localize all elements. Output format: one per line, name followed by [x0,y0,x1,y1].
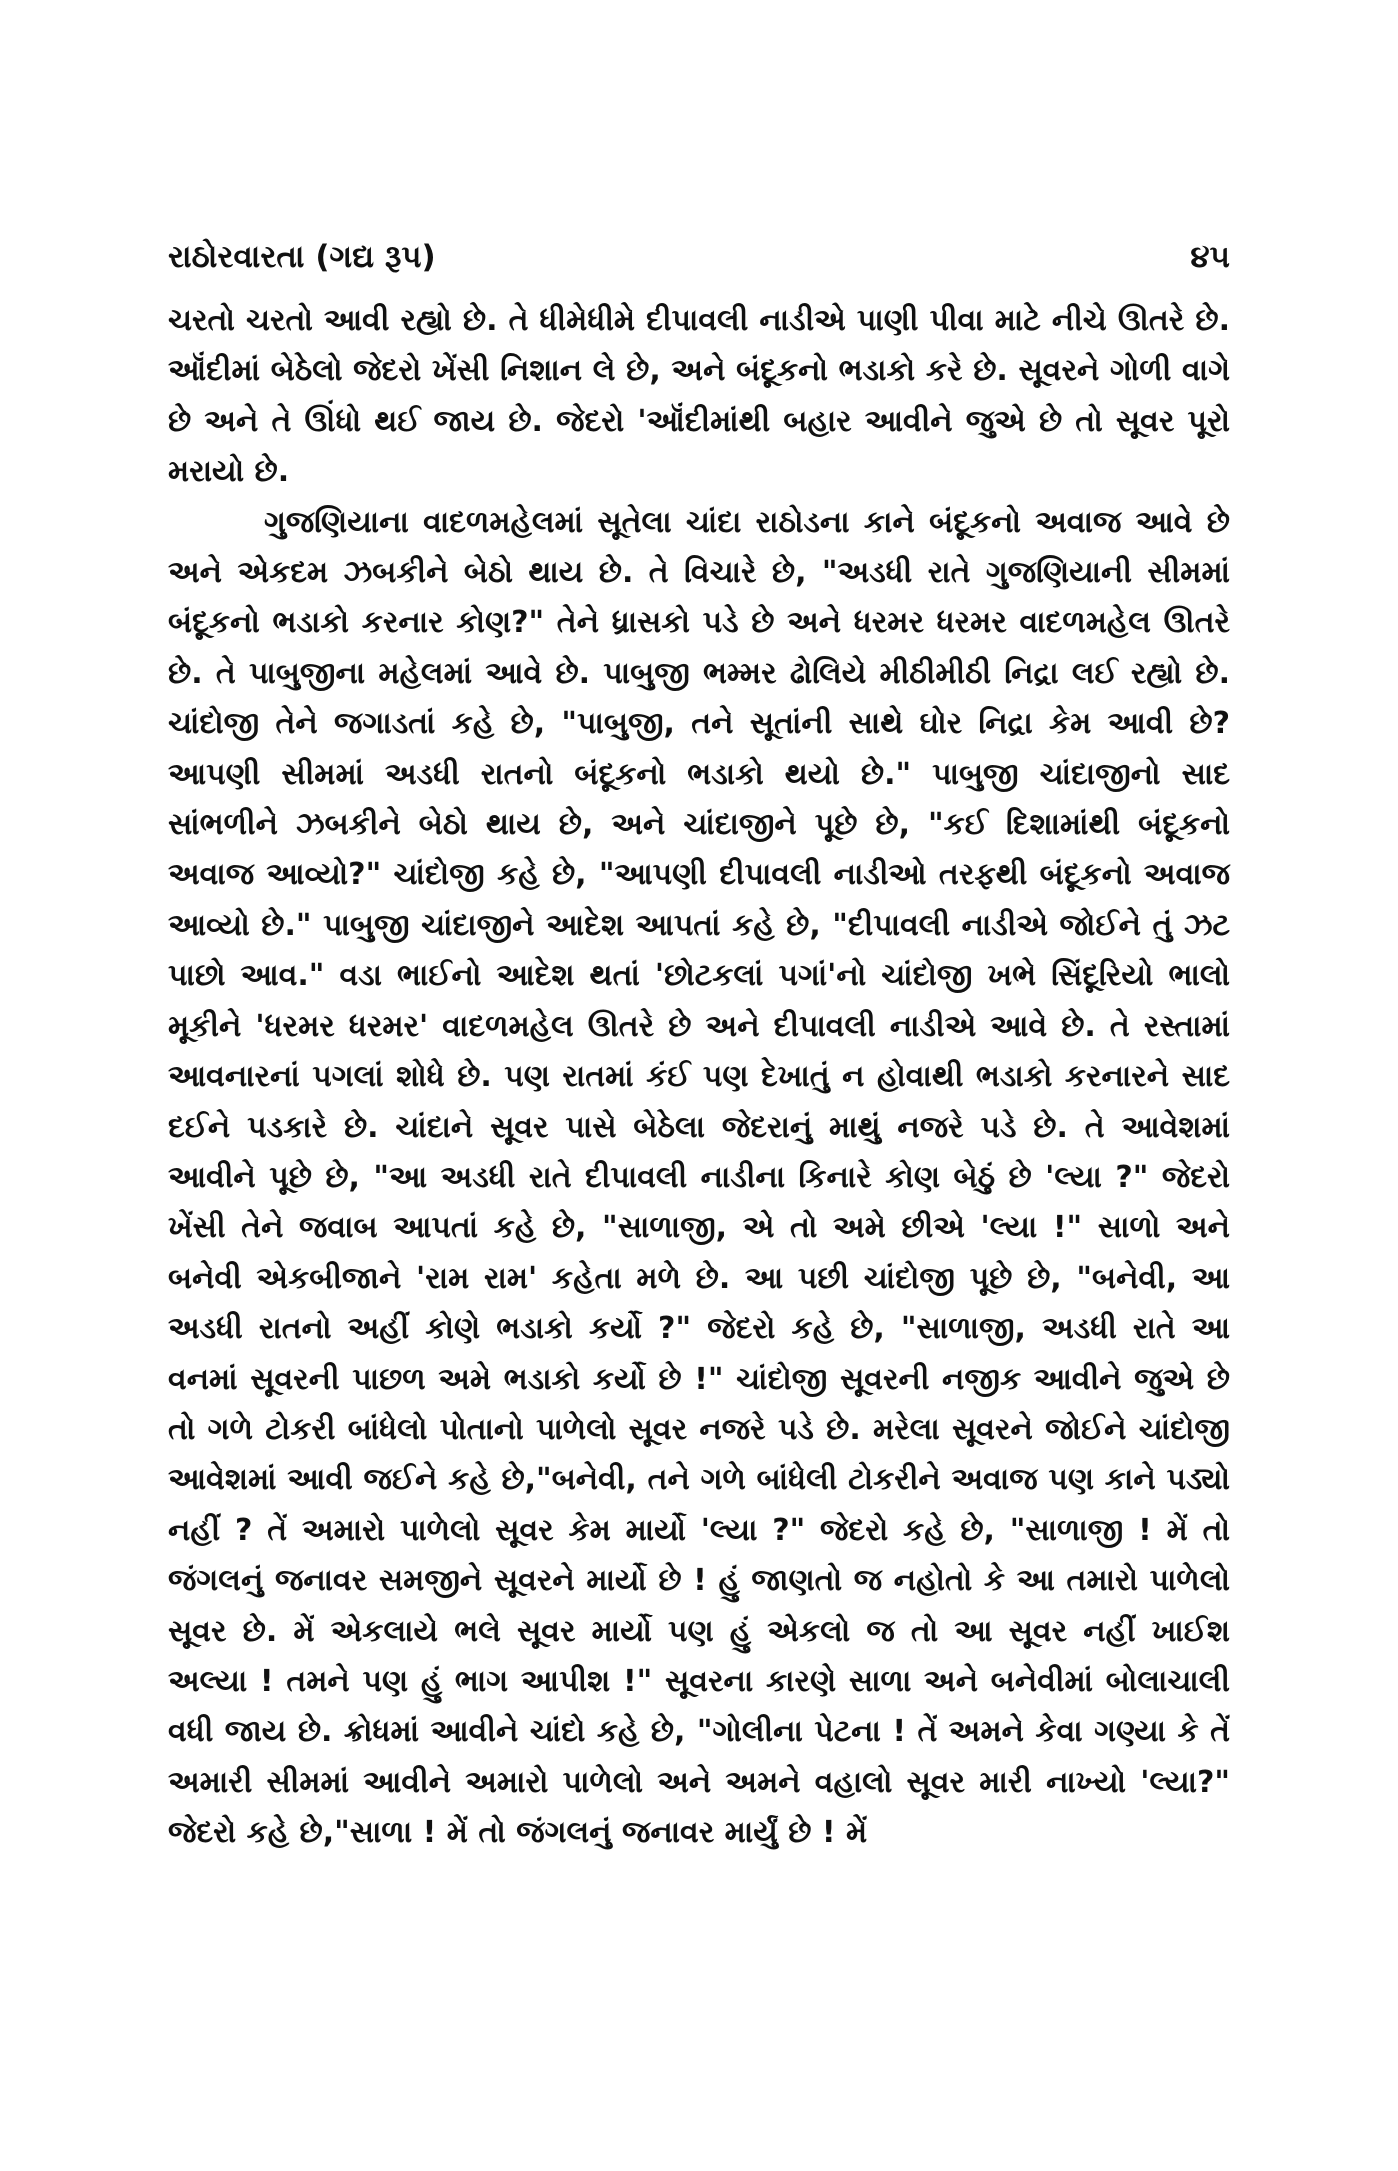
running-title: રાઠોરવારતા (ગદ્ય રૂપ) [168,238,436,275]
body-text [168,296,1230,1859]
paragraph-continuation: ચરતો ચરતો આવી રહ્યો છે. તે ધીમેધીમે દીપાવલી નાડીએ પાણી પીવા માટે નીચે ઊતરે છે. ઑંદીમાં બેઠેલો જેદરો ખેંસી નિશાન લે છે, અને બંદૂકનો ભડાકો કરે છે. સૂવરને ગોળી વાગે છે અને તે ઊંધો થઈ જાય છે. જેદરો 'ઑંદીમાંથી બહાર આવીને જુએ છે તો સૂવર પૂરો મરાયો છે. [168,303,1230,490]
page-number: ૪૫ [1190,238,1230,275]
paragraph: ગુજણિયાના વાદળમહેલમાં સૂતેલા ચાંદા રાઠોડના કાને બંદૂકનો અવાજ આવે છે અને એકદમ ઝબકીને બેઠો થાય છે. તે વિચારે છે, "અડધી રાતે ગુજણિયાની સીમમાં બંદૂકનો ભડાકો કરનાર કોણ?" તેને ધ્રાસકો પડે છે અને ધરમર ધરમર વાદળમહેલ ઊતરે છે. તે પાબુજીના મહેલમાં આવે છે. પાબુજી ભમ્મર ઢોલિયે મીઠીમીઠી નિદ્રા લઈ રહ્યો છે. ચાંદોજી તેને જગાડતાં કહે છે, "પાબુજી, તને સૂતાંની સાથે ઘોર નિદ્રા કેમ આવી છે? આપણી સીમમાં અડધી રાતનો બંદૂકનો ભડાકો થયો છે." પાબુજી ચાંદાજીનો સાદ સાંભળીને ઝબકીને બેઠો થાય છે, અને ચાંદાજીને પૂછે છે, "કઈ દિશામાંથી બંદૂકનો અવાજ આવ્યો?" ચાંદોજી કહે છે, "આપણી દીપાવલી નાડીઓ તરફથી બંદૂકનો અવાજ આવ્યો છે." પાબુજી ચાંદાજીને આદેશ આપતાં કહે છે, "દીપાવલી નાડીએ જોઈને તું ઝટ પાછો આવ." વડા ભાઈનો આદેશ થતાં 'છોટકલાં પગાં'નો ચાંદોજી ખભે સિંદૂરિયો ભાલો મૂકીને 'ધરમર ધરમર' વાદળમહેલ ઊતરે છે અને દીપાવલી નાડીએ આવે છે. તે રસ્તામાં આવનારનાં પગલાં શોધે છે. પણ રાતમાં કંઈ પણ દેખાતું ન હોવાથી ભડાકો કરનારને સાદ દઈને પડકારે છે. ચાંદાને સૂવર પાસે બેઠેલા જેદરાનું માથું નજરે પડે છે. તે આવેશમાં આવીને પૂછે છે, "આ અડધી રાતે દીપાવલી નાડીના કિનારે કોણ બેઠું છે 'લ્યા ?" જેદરો ખેંસી તેને જવાબ આપતાં કહે છે, "સાળાજી, એ તો અમે છીએ 'લ્યા !" સાળો અને બનેવી એકબીજાને 'રામ રામ' કહેતા મળે છે. આ પછી ચાંદોજી પૂછે છે, "બનેવી, આ અડધી રાતનો અહીં કોણે ભડાકો કર્યો ?" જેદરો કહે છે, "સાળાજી, અડધી રાતે આ વનમાં સૂવરની પાછળ અમે ભડાકો કર્યો છે !" ચાંદોજી સૂવરની નજીક આવીને જુએ છે તો ગળે ટોકરી બાંધેલો પોતાનો પાળેલો સૂવર નજરે પડે છે. મરેલા સૂવરને જોઈને ચાંદોજી આવેશમાં આવી જઈને કહે છે,"બનેવી, તને ગળે બાંધેલી ટોકરીને અવાજ પણ કાને પડ્યો નહીં ? તેં અમારો પાળેલો સૂવર કેમ માર્યો 'લ્યા ?" જેદરો કહે છે, "સાળાજી ! મેં તો જંગલનું જનાવર સમજીને સૂવરને માર્યો છે ! હું જાણતો જ નહોતો કે આ તમારો પાળેલો સૂવર છે. મેં એકલાયે ભલે સૂવર માર્યો પણ હું એકલો જ તો આ સૂવર નહીં ખાઈશ અલ્યા ! તમને પણ હું ભાગ આપીશ !" સૂવરના કારણે સાળા અને બનેવીમાં બોલાચાલી વધી જાય છે. ક્રોધમાં આવીને ચાંદો કહે છે, "ગોલીના પેટના ! તેં અમને કેવા ગણ્યા કે તેં અમારી સીમમાં આવીને અમારો પાળેલો અને અમને વહાલો સૂવર મારી નાખ્યો 'લ્યા?" જેદરો કહે છે,"સાળા ! મેં તો જંગલનું જનાવર માર્યું છે ! મેં [168,504,1230,1851]
running-header [168,232,1230,282]
